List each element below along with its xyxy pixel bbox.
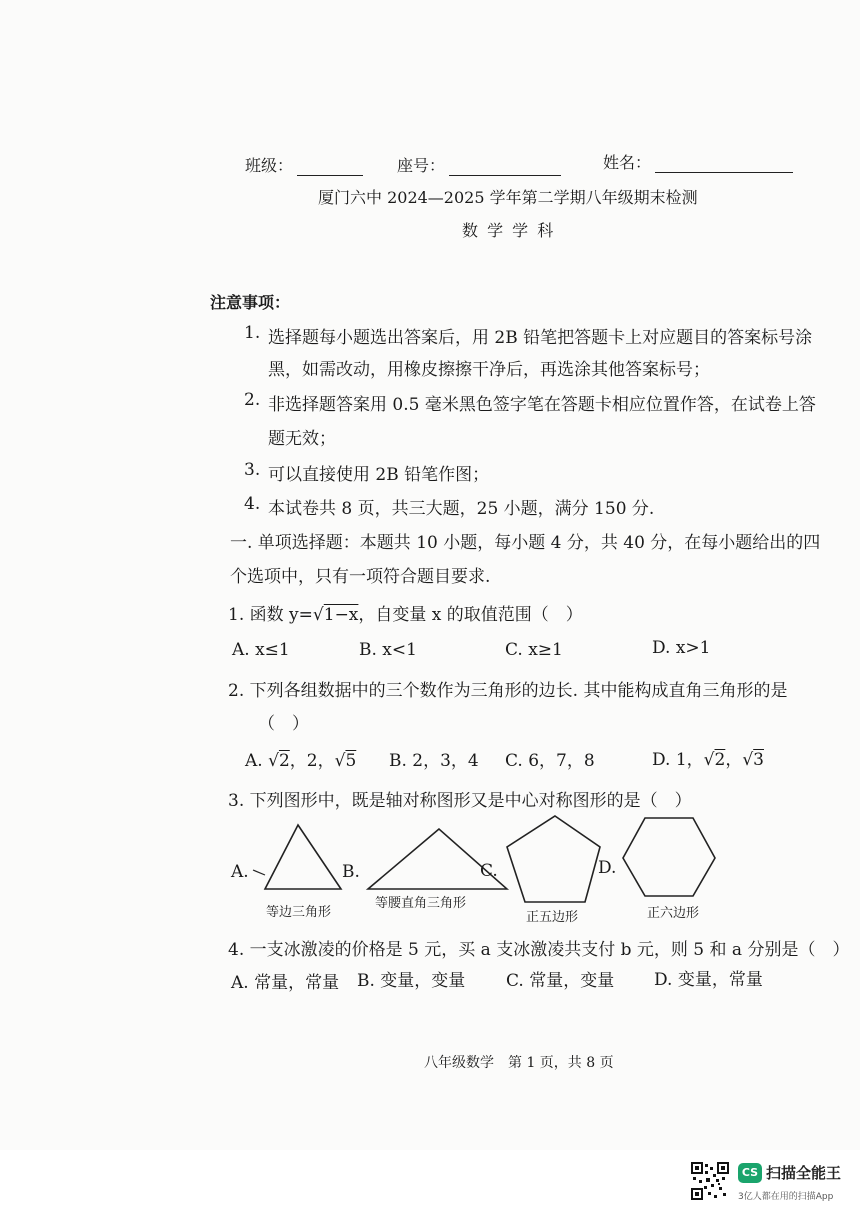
notice-item-3-num: 3. — [244, 460, 261, 480]
class-field — [245, 153, 363, 176]
q3-equilateral-triangle-shape[interactable] — [265, 825, 341, 889]
q3-caption-c: 正五边形 — [526, 910, 579, 925]
q3-option-c-letter[interactable]: C. — [480, 861, 498, 881]
q2-line2: （ ） — [258, 714, 309, 734]
q4-option-b[interactable]: B. 变量，变量 — [357, 971, 466, 991]
notice-heading: 注意事项： — [210, 293, 291, 312]
scanner-tagline: 3亿人都在用的扫描App — [738, 1192, 834, 1202]
class-blank[interactable] — [297, 174, 363, 176]
q3-option-d-letter[interactable]: D. — [598, 858, 617, 878]
q2-d-radicand-1: 2 — [714, 750, 726, 770]
q2-a-prefix: A. — [245, 751, 269, 771]
notice-item-2-num: 2. — [244, 390, 261, 410]
notice-item-2-line1: 非选择题答案用 0.5 毫米黑色签字笔在答题卡相应位置作答，在试卷上答 — [268, 395, 816, 415]
section1-line2: 个选项中，只有一项符合题目要求. — [230, 567, 491, 587]
q2-d-mid: ， — [725, 750, 743, 770]
exam-subject: 数 学 学 科 — [462, 221, 556, 240]
q3-hexagon-shape[interactable] — [623, 818, 715, 896]
q1-option-b[interactable]: B. x<1 — [359, 640, 417, 660]
q2-text: 下列各组数据中的三个数作为三角形的边长. 其中能构成直角三角形的是 — [249, 681, 788, 701]
q3-number: 3. — [228, 791, 245, 811]
notice-item-2-line2: 题无效； — [268, 429, 336, 449]
name-label: 姓名： — [603, 153, 652, 172]
q3-option-b-letter[interactable]: B. — [342, 862, 360, 882]
q2-option-c[interactable]: C. 6，7，8 — [505, 751, 595, 771]
notice-item-1-num: 1. — [244, 323, 261, 343]
q2-a-sqrt-sign-2: √ — [334, 751, 346, 771]
section1-line1: 一. 单项选择题：本题共 10 小题，每小题 4 分，共 40 分，在每小题给出的四 — [230, 533, 821, 553]
qr-code-icon[interactable] — [691, 1162, 729, 1200]
name-blank[interactable] — [655, 171, 793, 173]
q1-number: 1. — [228, 605, 245, 625]
notice-item-4-num: 4. — [244, 494, 261, 514]
notice-item-3-line1: 可以直接使用 2B 铅笔作图； — [268, 465, 490, 485]
notice-item-1-line2: 黑，如需改动，用橡皮擦擦干净后，再选涂其他答案标号； — [268, 360, 710, 380]
q2-d-sqrt-sign-1: √ — [703, 750, 715, 770]
class-label: 班级： — [245, 156, 294, 175]
exam-title: 厦门六中 2024—2025 学年第二学期八年级期末检测 — [318, 188, 698, 207]
q1-radicand: 1−x — [323, 605, 359, 625]
q4-stem — [228, 935, 849, 960]
q3-caption-b: 等腰直角三角形 — [375, 896, 467, 911]
q2-a-radicand-1: 2 — [278, 751, 290, 771]
q2-option-b[interactable]: B. 2，3，4 — [389, 751, 479, 771]
q2-d-sqrt-sign-2: √ — [742, 750, 754, 770]
name-field — [603, 150, 793, 173]
q1-option-a[interactable]: A. x≤1 — [232, 640, 290, 660]
q1-pre: 函数 y= — [249, 605, 313, 625]
seat-blank[interactable] — [449, 174, 561, 176]
q2-d-radicand-2: 3 — [753, 750, 764, 770]
q1-option-d[interactable]: D. x>1 — [652, 638, 711, 658]
q4-option-d[interactable]: D. 变量，常量 — [654, 970, 763, 990]
notice-item-4-line1: 本试卷共 8 页，共三大题，25 小题，满分 150 分. — [268, 499, 655, 519]
q2-a-radicand-2: 5 — [345, 751, 357, 771]
q4-option-a[interactable]: A. 常量，常量 — [231, 973, 340, 993]
q3-caption-d: 正六边形 — [647, 906, 700, 921]
q3-pentagon-shape[interactable] — [507, 816, 600, 902]
q2-a-sqrt-sign-1: √ — [268, 751, 279, 771]
q1-option-c[interactable]: C. x≥1 — [505, 640, 563, 660]
q1-post: ，自变量 x 的取值范围（ ） — [358, 605, 583, 625]
q3-stem — [228, 786, 692, 811]
q1-sqrt-sign: √ — [312, 605, 324, 625]
q3-caption-a: 等边三角形 — [266, 905, 332, 920]
q2-number: 2. — [228, 681, 245, 701]
q2-d-prefix: D. 1， — [652, 750, 704, 770]
q4-number: 4. — [228, 940, 245, 960]
q2-a-mid: ，2， — [289, 751, 335, 771]
scanner-brand: 扫描全能王 — [766, 1164, 842, 1182]
q3-option-a-letter[interactable]: A. — [231, 862, 249, 882]
q4-text: 一支冰激凌的价格是 5 元，买 a 支冰激凌共支付 b 元，则 5 和 a 分别是（ ） — [249, 940, 850, 960]
q3-text: 下列图形中，既是轴对称图形又是中心对称图形的是（ ） — [249, 791, 692, 811]
seat-label: 座号： — [397, 156, 446, 175]
page-footer: 八年级数学 第 1 页，共 8 页 — [424, 1055, 614, 1071]
q2-option-d[interactable] — [652, 745, 764, 770]
q2-line1 — [228, 676, 787, 701]
q3-a-tick — [253, 870, 265, 875]
scanner-logo-icon: CS — [738, 1163, 762, 1183]
q4-option-c[interactable]: C. 常量，变量 — [506, 971, 615, 991]
q2-option-a[interactable] — [245, 746, 356, 771]
notice-item-1-line1: 选择题每小题选出答案后，用 2B 铅笔把答题卡上对应题目的答案标号涂 — [268, 328, 813, 348]
q1-stem — [228, 600, 583, 625]
seat-field — [397, 153, 561, 176]
